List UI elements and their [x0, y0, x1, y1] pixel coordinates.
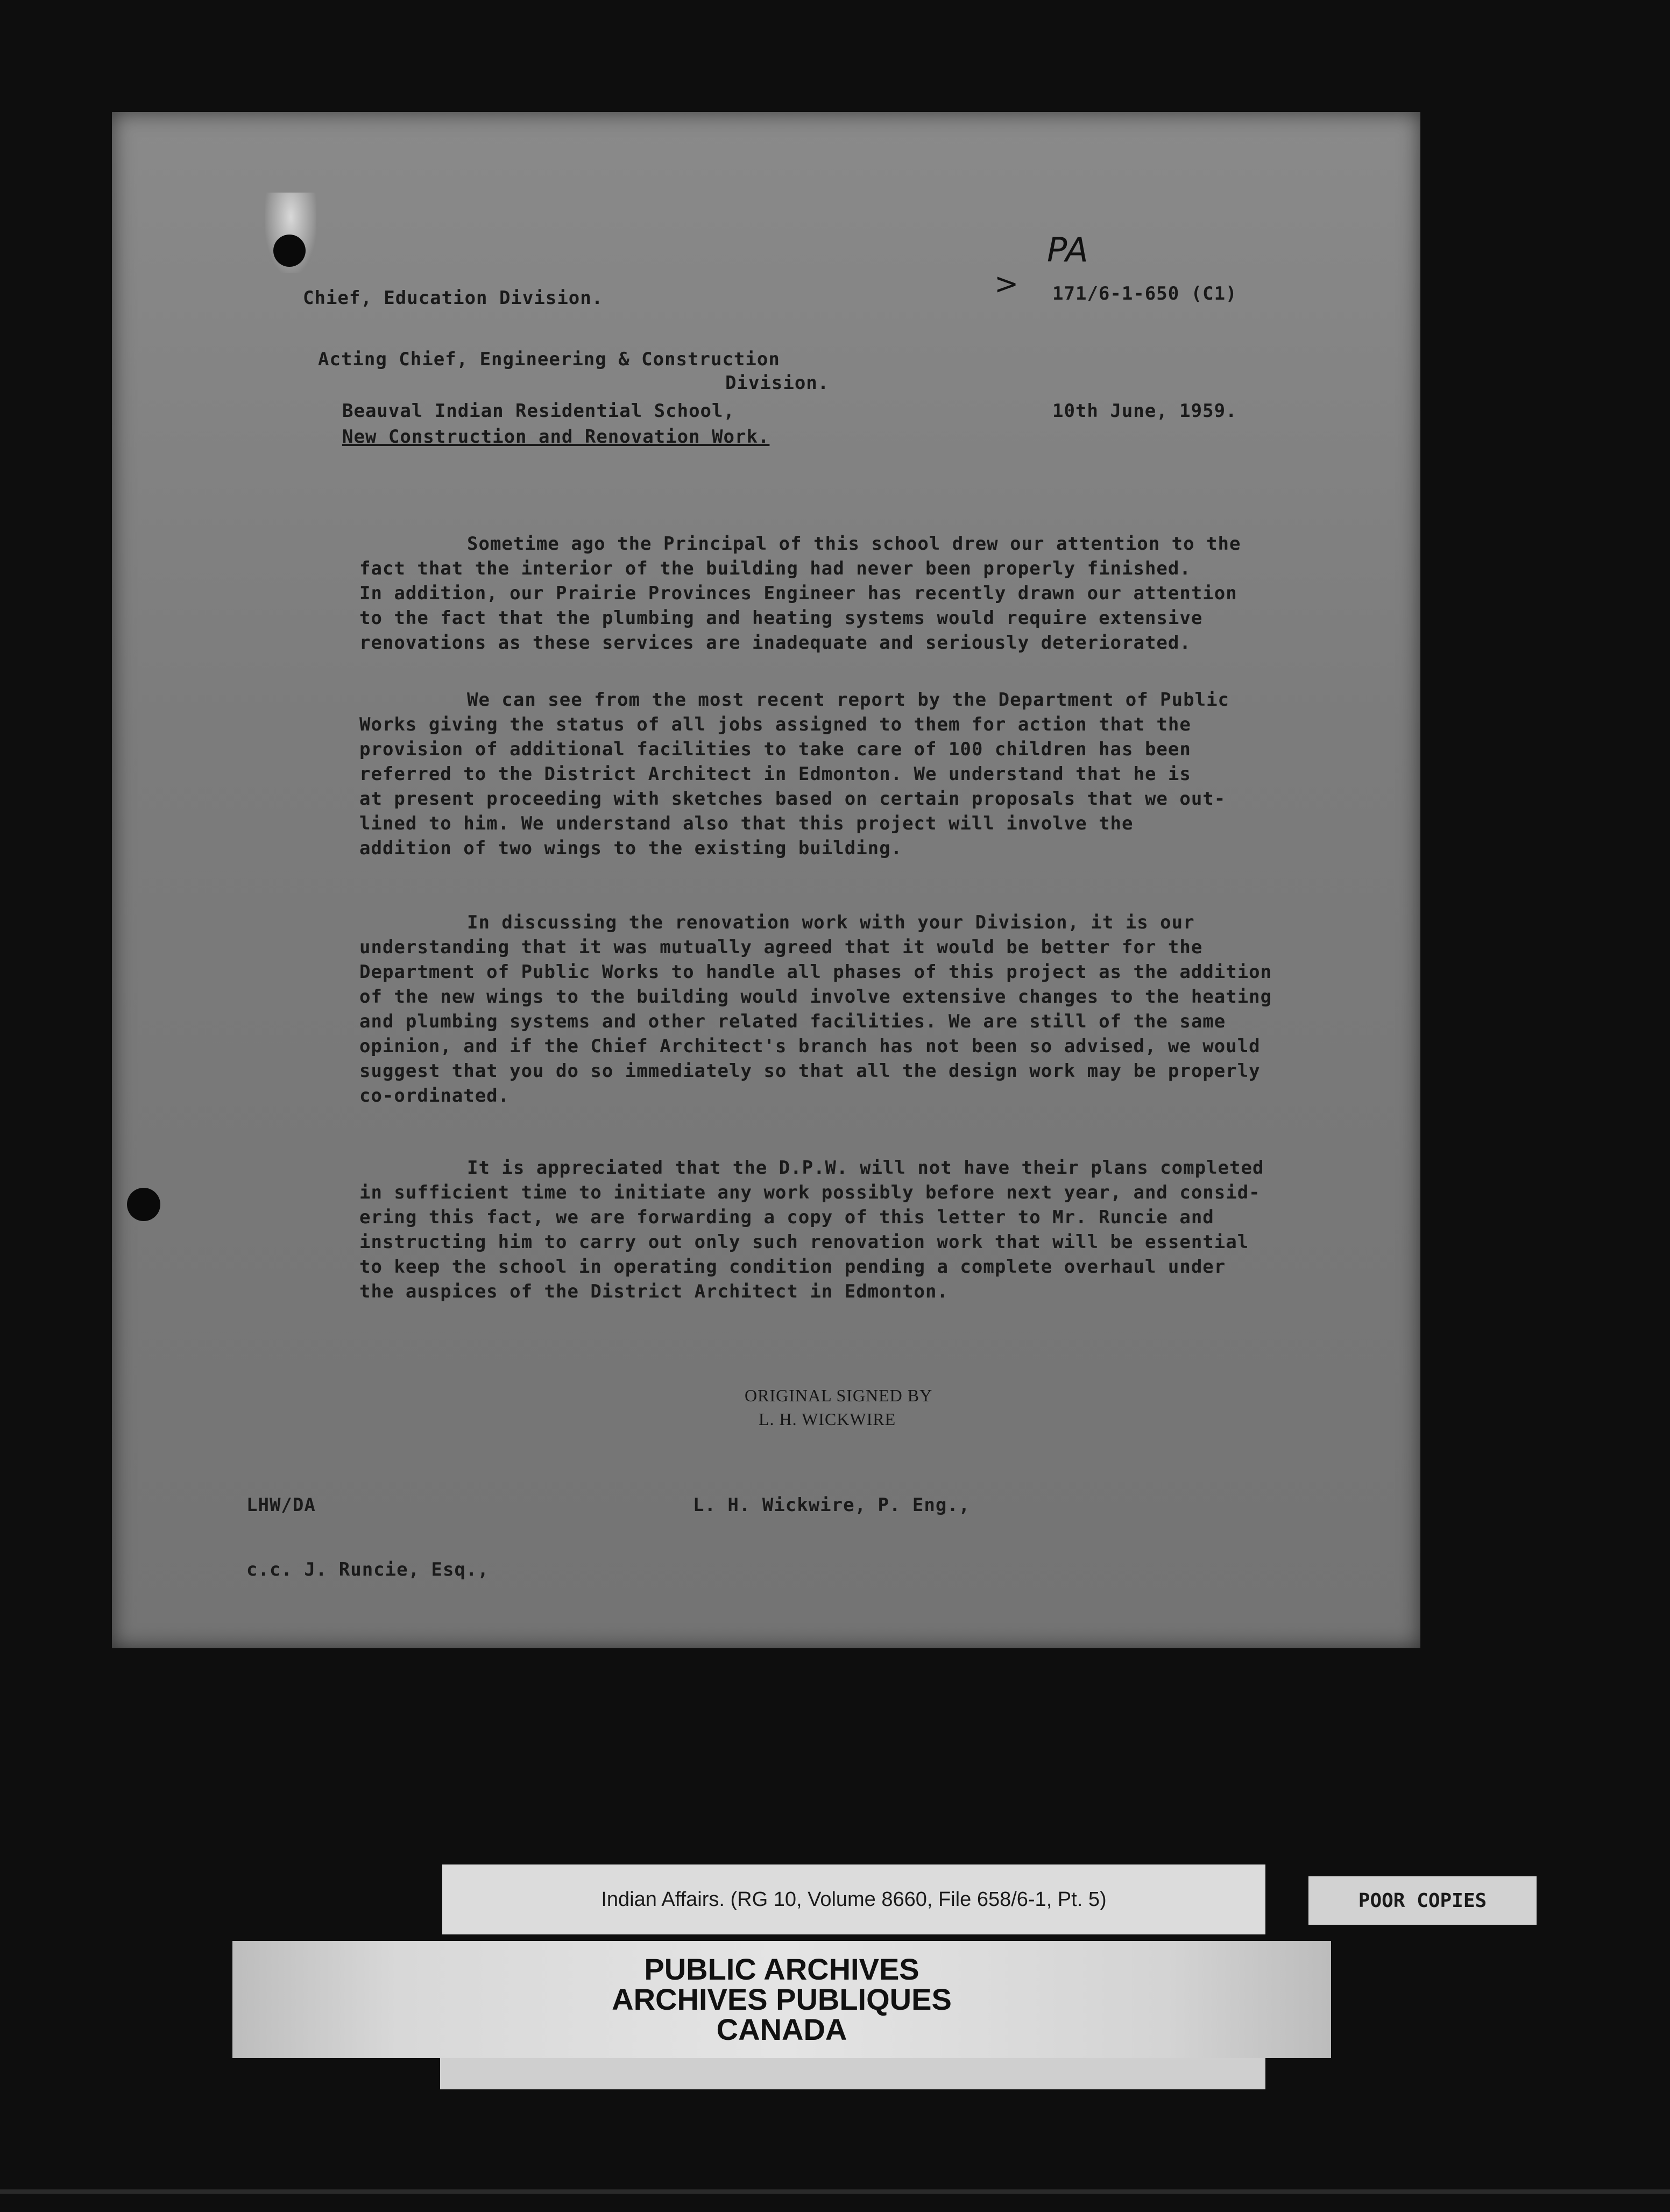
paragraph-line: ering this fact, we are forwarding a copy of this letter to Mr. Runcie and [359, 1207, 1214, 1228]
paragraph-line: addition of two wings to the existing building. [359, 838, 903, 859]
paragraph-line: Sometime ago the Principal of this school drew our attention to the [467, 533, 1241, 555]
letter-date: 10th June, 1959. [1052, 400, 1237, 422]
recipient: Chief, Education Division. [303, 287, 604, 309]
paragraph-line: suggest that you do so immediately so that all the design work may be properly [359, 1060, 1261, 1082]
paragraph-1 [359, 531, 1457, 655]
paragraph-line: It is appreciated that the D.P.W. will not have their plans completed [467, 1157, 1264, 1179]
archives-line-3: CANADA [716, 2012, 847, 2046]
paragraph-line: Works giving the status of all jobs assigned to them for action that the [359, 714, 1191, 735]
paragraph-line: In addition, our Prairie Provinces Engineer has recently drawn our attention [359, 583, 1237, 604]
paragraph-2 [359, 687, 1457, 861]
file-reference: 171/6-1-650 (C1) [1052, 283, 1237, 304]
paragraph-line: renovations as these services are inadequate and seriously deteriorated. [359, 632, 1191, 654]
paragraph-line: provision of additional facilities to take care of 100 children has been [359, 739, 1191, 760]
archives-line-2: ARCHIVES PUBLIQUES [612, 1982, 952, 2016]
paragraph-line: lined to him. We understand also that this project will involve the [359, 813, 1134, 834]
signature-block: L. H. Wickwire, P. Eng., [693, 1494, 971, 1516]
sender-line-1: Acting Chief, Engineering & Construction [318, 349, 780, 370]
paragraph-line: In discussing the renovation work with your Division, it is our [467, 912, 1195, 933]
paragraph-line: We can see from the most recent report by the Department of Public [467, 689, 1230, 711]
paragraph-line: fact that the interior of the building had never been properly finished. [359, 558, 1191, 579]
paragraph-line: at present proceeding with sketches based on certain proposals that we out- [359, 788, 1226, 810]
typist-initials: LHW/DA [246, 1494, 316, 1516]
paragraph-line: understanding that it was mutually agreed that it would be better for the [359, 937, 1203, 958]
paragraph-line: in sufficient time to initiate any work possibly before next year, and consid- [359, 1182, 1261, 1203]
paragraph-line: the auspices of the District Architect in Edmonton. [359, 1281, 949, 1302]
punch-hole-left [127, 1188, 160, 1221]
paragraph-line: Department of Public Works to handle all phases of this project as the addition [359, 961, 1272, 983]
signature-stamp-line-2: L. H. WICKWIRE [759, 1409, 896, 1429]
paragraph-line: and plumbing systems and other related facilities. We are still of the same [359, 1011, 1226, 1032]
signature-stamp-line-1: ORIGINAL SIGNED BY [745, 1386, 933, 1405]
paragraph-line: of the new wings to the building would involve extensive changes to the heating [359, 986, 1272, 1008]
punch-hole-top [273, 235, 306, 267]
handwritten-mark: PA [1047, 230, 1088, 270]
paragraph-line: opinion, and if the Chief Architect's branch has not been so advised, we would [359, 1036, 1261, 1057]
paragraph-4 [359, 1155, 1457, 1304]
frame-edge [0, 2189, 1670, 2194]
handwritten-arrow: > [994, 267, 1019, 301]
subject-line-2: New Construction and Renovation Work. [342, 426, 770, 448]
paragraph-line: to keep the school in operating condition pending a complete overhaul under [359, 1256, 1226, 1278]
paragraph-line: referred to the District Architect in Edmonton. We understand that he is [359, 763, 1191, 785]
archive-reference-label: Indian Affairs. (RG 10, Volume 8660, File 658/6-1, Pt. 5) [442, 1864, 1265, 1934]
public-archives-label [232, 1941, 1331, 2058]
poor-copies-label: POOR COPIES [1308, 1876, 1537, 1925]
letter-page [112, 112, 1420, 1648]
sender-line-2: Division. [725, 372, 830, 394]
paragraph-3 [359, 910, 1457, 1108]
paragraph-line: co-ordinated. [359, 1085, 510, 1107]
subject-line-1: Beauval Indian Residential School, [342, 400, 735, 422]
archives-line-1: PUBLIC ARCHIVES [644, 1952, 919, 1986]
paragraph-line: instructing him to carry out only such renovation work that will be essential [359, 1231, 1249, 1253]
carbon-copy: c.c. J. Runcie, Esq., [246, 1559, 489, 1580]
paragraph-line: to the fact that the plumbing and heating systems would require extensive [359, 607, 1203, 629]
label-strip [440, 2058, 1265, 2089]
